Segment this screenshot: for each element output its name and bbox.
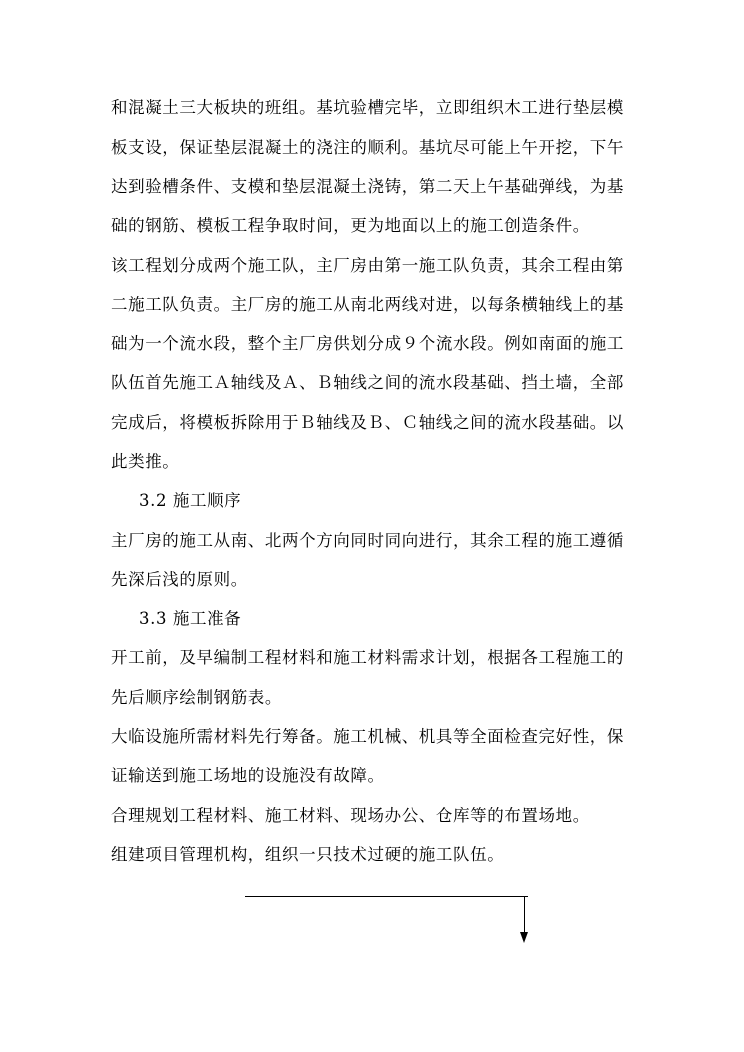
section-line: 组建项目管理机构，组织一只技术过硬的施工队伍。 (111, 845, 505, 864)
paragraph-line: 该工程划分成两个施工队，主厂房由第一施工队负责，其余工程由第 (111, 256, 624, 275)
paragraph-line: 完成后，将模板拆除用于Ｂ轴线及Ｂ、Ｃ轴线之间的流水段基础。以 (111, 413, 624, 432)
paragraph-line: 二施工队负责。主厂房的施工从南北两线对进，以每条横轴线上的基 (111, 295, 624, 314)
section-line: 先深后浅的原则。 (111, 570, 248, 589)
section-heading: 3.2 施工顺序 (139, 491, 242, 510)
paragraph-line: 础的钢筋、模板工程争取时间，更为地面以上的施工创造条件。 (111, 216, 590, 235)
section-line: 主厂房的施工从南、北两个方向同时同向进行，其余工程的施工遵循 (111, 531, 624, 550)
paragraph-line: 础为一个流水段，整个主厂房供划分成９个流水段。例如南面的施工 (111, 334, 624, 353)
paragraph-line: 达到验槽条件、支模和垫层混凝土浇铸，第二天上午基础弹线，为基 (111, 177, 624, 196)
arrow-down-icon (520, 932, 528, 943)
paragraph-line: 板支设，保证垫层混凝土的浇注的顺利。基坑尽可能上午开挖，下午 (111, 138, 624, 157)
section-line: 证输送到施工场地的设施没有故障。 (111, 766, 385, 785)
section-line: 大临设施所需材料先行筹备。施工机械、机具等全面检查完好性，保 (111, 727, 624, 746)
flowchart-connector-line (245, 896, 528, 897)
flowchart-arrow-shaft (524, 896, 525, 934)
paragraph-line: 和混凝土三大板块的班组。基坑验槽完毕，立即组织木工进行垫层模 (111, 98, 624, 117)
section-line: 开工前，及早编制工程材料和施工材料需求计划，根据各工程施工的 (111, 648, 624, 667)
paragraph-line: 此类推。 (111, 452, 180, 471)
section-heading: 3.3 施工准备 (139, 609, 242, 628)
section-line: 合理规划工程材料、施工材料、现场办公、仓库等的布置场地。 (111, 806, 590, 825)
section-line: 先后顺序绘制钢筋表。 (111, 688, 282, 707)
paragraph-line: 队伍首先施工Ａ轴线及Ａ、Ｂ轴线之间的流水段基础、挡土墙，全部 (111, 373, 624, 392)
